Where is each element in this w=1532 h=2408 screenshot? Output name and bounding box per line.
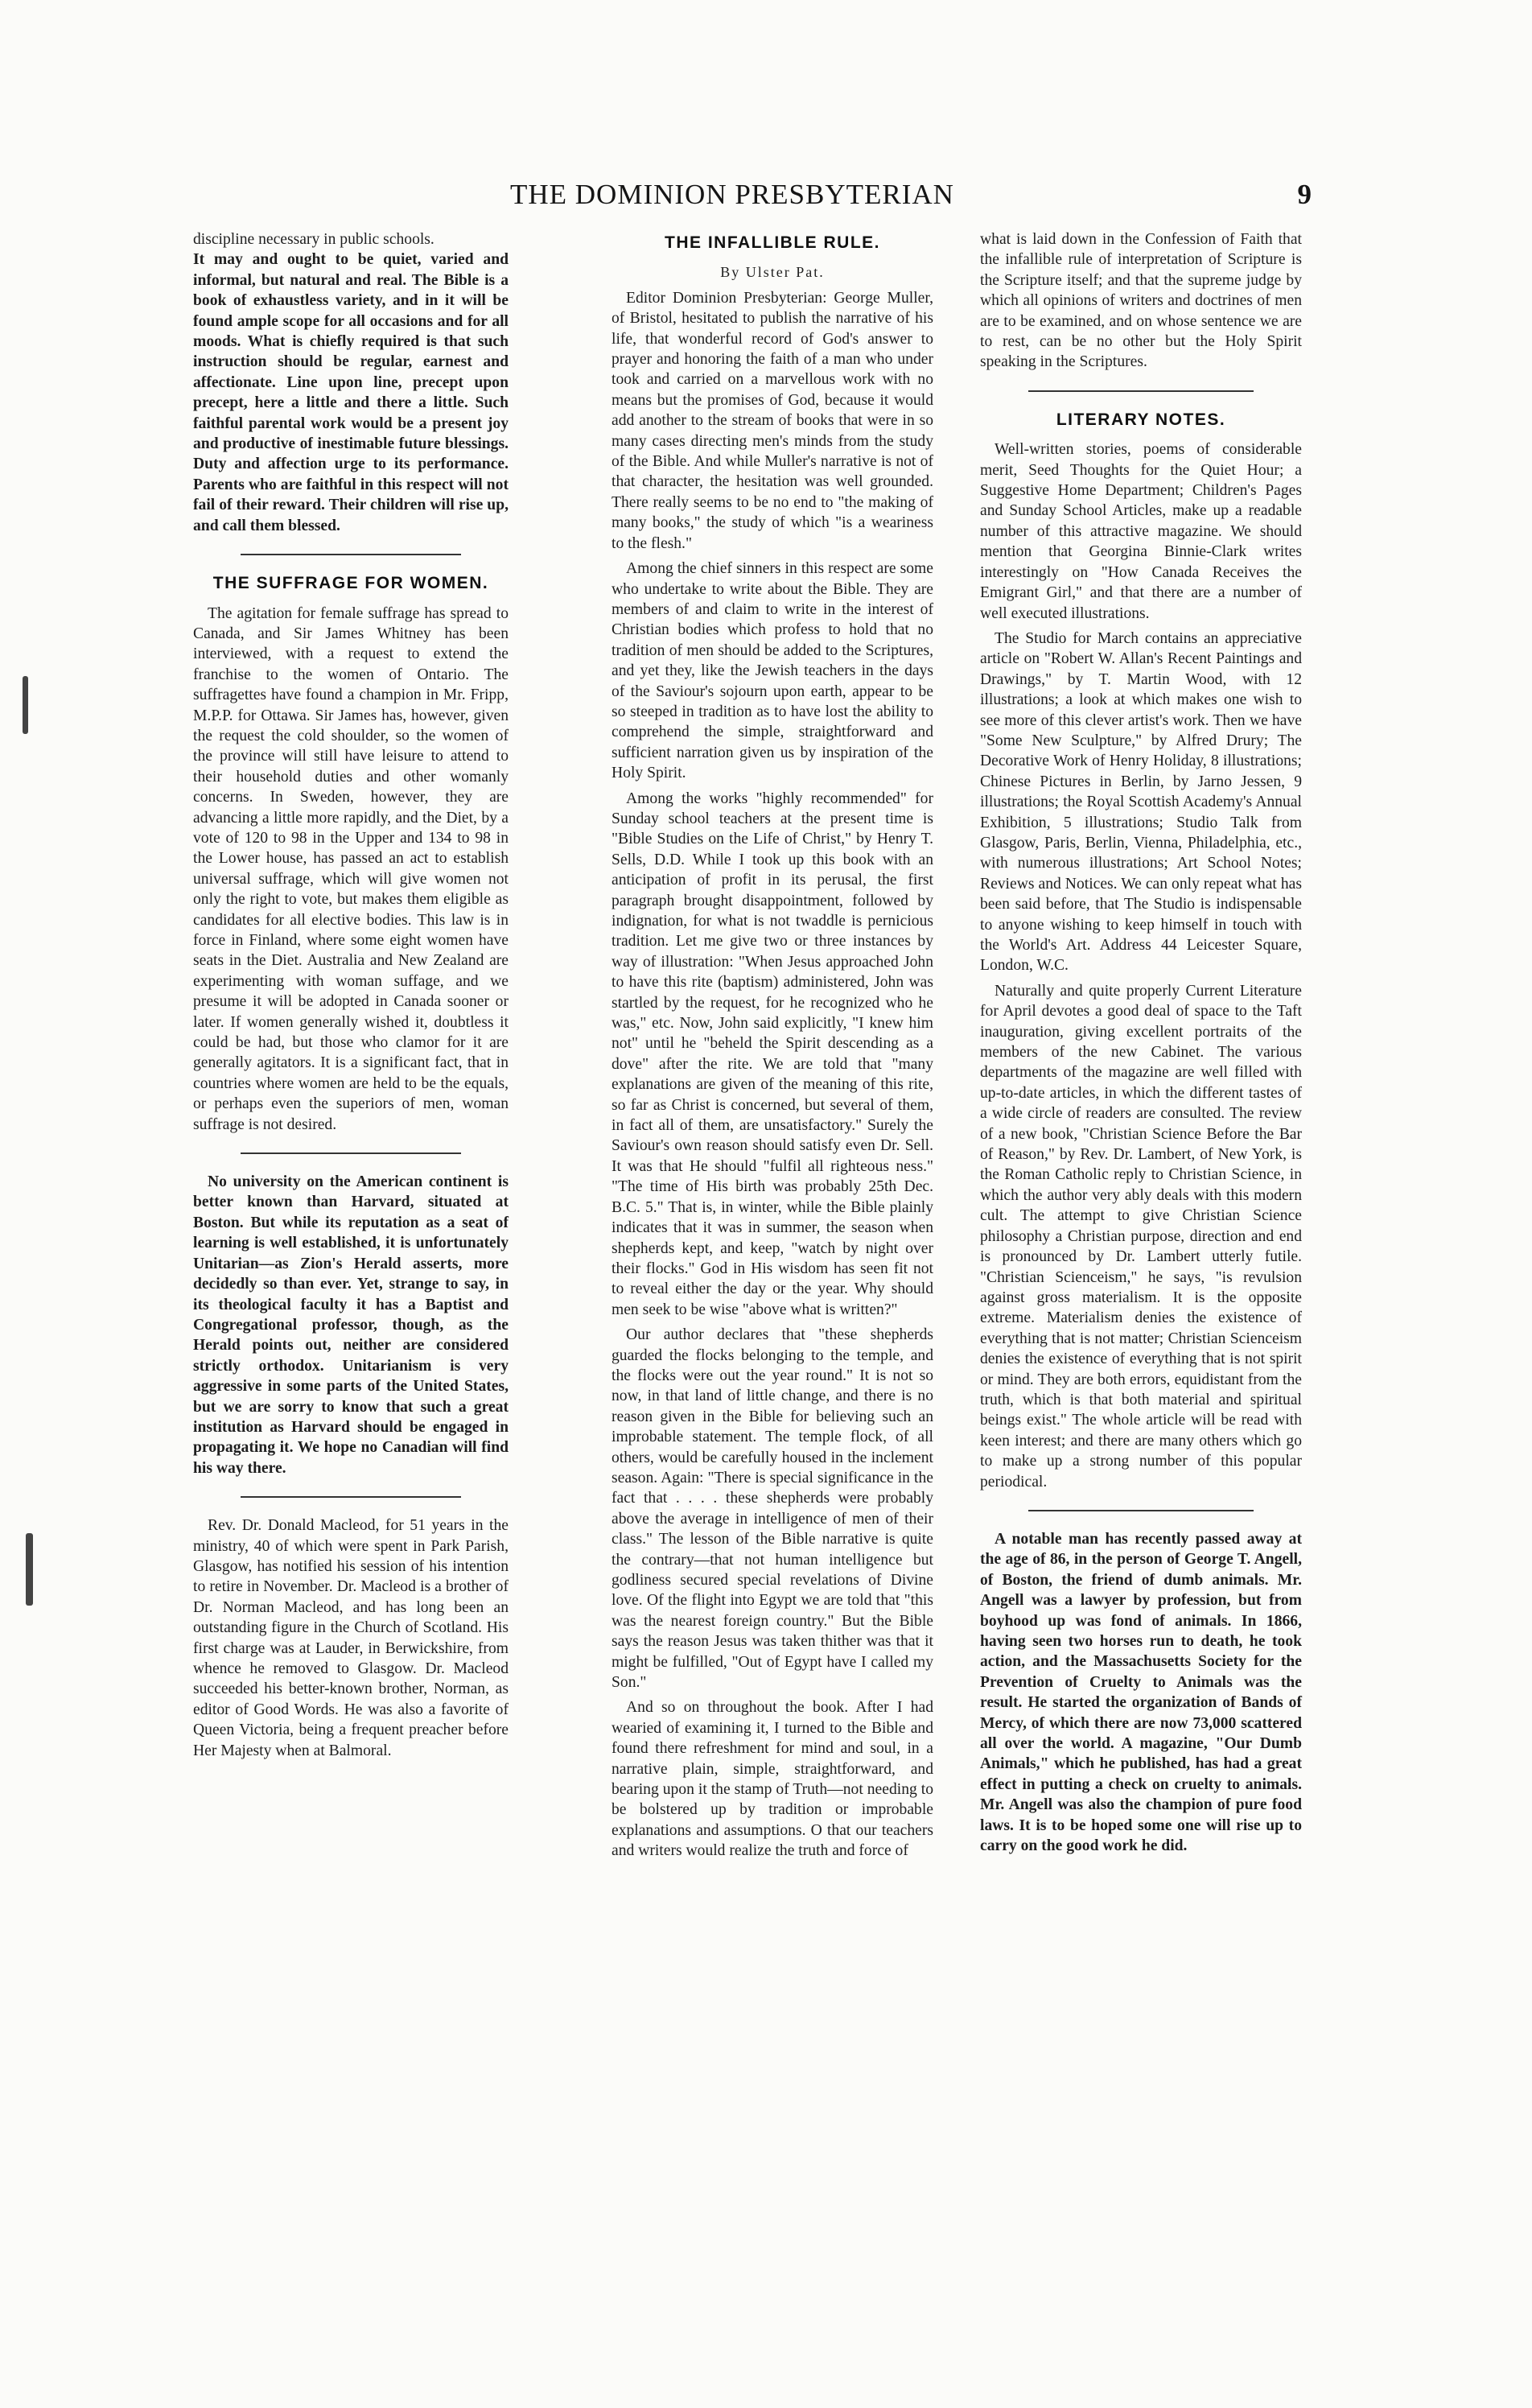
margin-mark-top — [23, 676, 28, 734]
section-divider — [241, 554, 461, 555]
suffrage-article: The agitation for female suffrage has spread to Canada, and Sir James Whitney has been interviewed, with a request to extend the franchise to the women of Ontario. The suffragettes have found a champion in Mr. Fripp, M.P.P. for Ottawa. Sir James has, however, given the request the cold shoulder, so the women of the province will still have leisure to attend to their household duties and other womanly concerns. In Sweden, however, they are advancing a little more rapidly, and the Diet, by a vote of 120 to 98 in the Upper and 134 to 98 in the Lower house, has passed an act to establish universal suffrage, which will give women not only the right to vote, but makes them eligible as candidates for all elective bodies. This law is in force in Finland, where some eight women have seats in the Diet. Australia and New Zealand are experimenting with woman suffage, and we presume it will be adopted in Canada sooner or later. If women generally wished it, doubtless it could be had, but those who clamor for it are generally agitators. It is a significant fact, that in countries where women are held to be the equals, or perhaps even the superiors of men, woman suffrage is not desired. — [193, 604, 509, 1133]
infallible-paragraph-2: Among the chief sinners in this respect are some who undertake to write about the Bible. They are members of and claim to write in the interest of Christian bodies which profess to hold that no tradition of men should be added to the Scriptures, and yet they, like the Jewish teachers in the days of the Saviour's sojourn upon earth, appear to be so steeped in tradition as to have lost the ability to comprehend the simple, straightforward and sufficient narration given us by inspiration of the Holy Spirit. — [612, 560, 933, 782]
discipline-line: discipline necessary in public schools. — [193, 231, 434, 248]
page-number: 9 — [1297, 179, 1312, 210]
running-head — [193, 179, 1400, 227]
column-left — [193, 229, 509, 1766]
section-divider — [1028, 390, 1254, 392]
section-divider — [1028, 1510, 1254, 1511]
infallible-paragraph-4: Our author declares that "these shepherds guarded the flocks belonging to the temple, and the flocks were out the year round." It is not so now, in that land of little change, and there is no reason given in the Bible for believing such an improbable statement. The temple flock, of all others, would be carefully housed in the inclement season. Again: "There is special significance in the fact that . . . . these shepherds were probably above the average in intelligence of men of their class." The lesson of the Bible narrative is quite the contrary—that not human intelligence but godliness secured special revelations of Divine love. Of the flight into Egypt we are told that "this was the nearest foreign country." But the Bible says the reason Jesus was taken thither was that it might be fulfilled, "Out of Egypt have I called my Son." — [612, 1326, 933, 1692]
margin-mark-bottom — [26, 1533, 33, 1606]
literary-paragraph-1: Well-written stories, poems of considerable merit, Seed Thoughts for the Quiet Hour; a Suggestive Home Department; Children's Pages and Sunday School Articles, make up a readable number of this attractive magazine. We should mention that Georgina Binnie-Clark writes interestingly on "How Canada Receives the Emigrant Girl," and that there are a number of well executed illustrations. — [980, 441, 1302, 622]
infallible-paragraph-5: And so on throughout the book. After I had wearied of examining it, I turned to the Bible and found there refreshment for mind and soul, in a narrative plain, simple, straightforward, and bearing upon it the stamp of Truth—not needing to be bolstered up by tradition or improbable explanations and assumptions. O that our teachers and writers would realize the truth and force of — [612, 1699, 933, 1860]
literary-notes-heading: LITERARY NOTES. — [1056, 410, 1226, 429]
infallible-continued: what is laid down in the Confession of Faith that the infallible rule of interpretation of Scripture is the Scripture itself; and that the supreme judge by which all opinions of writers and doctrines of men are to be examined, and on whose sentence we are to rest, can be no other but the Holy Spirit speaking in the Scriptures. — [980, 231, 1302, 371]
infallible-paragraph-3: Among the works "highly recommended" for Sunday school teachers at the present time is "Bible Studies on the Life of Christ," by Henry T. Sells, D.D. While I took up this book with an anticipation of profit in its perusal, the first paragraph brought disappointment, followed by indignation, for what is not twaddle is pernicious tradition. Let me give two or three instances by way of illustration: "When Jesus approached John to have this rite (baptism) administered, John was startled by the request, for he recognized who he was," etc. Now, John said explicitly, "I knew him not" until he "beheld the Spirit descending as a dove" after the rite. We are told that "many explanations are given of the meaning of this rite, so far as Christ is concerned, but several of them, in fact all of them, are unsatisfactory." Surely the Saviour's own reason should satisfy even Dr. Sell. It was that He should "fulfil all righteous ness." "The time of His birth was probably 25th Dec. B.C. 5." That is, in winter, while the Bible plainly indicates that it was in summer, the season when shepherds kept, and keep, "watch by night over their flocks." God in His wisdom has seen fit not to reveal either the day or the year. Why should men seek to be wise "above what is written?" — [612, 790, 933, 1318]
column-right — [980, 229, 1302, 1861]
column-middle — [612, 229, 933, 1866]
literary-paragraph-3: Naturally and quite properly Current Literature for April devotes a good deal of space to the Taft inauguration, giving excellent portraits of the members of the new Cabinet. The various departments of the magazine are well filled with up-to-date articles, in which the different tastes of a wide circle of readers are consulted. The review of a new book, "Christian Science Before the Bar of Reason," by Rev. Dr. Lambert, of New York, is the Roman Catholic reply to Christian Science, in which the author very ably deals with this modern cult. The attempt to give Christian Science philosophy a Christian purpose, direction and end is pronounced by Dr. Lambert utterly futile. "Christian Scienceism," he says, "is revulsion against gross materialism. It is the opposite extreme. Materialism denies the existence of everything that is not matter; Christian Scienceism denies the existence of everything that is not spirit or mind. They are both errors, equidistant from the truth, which is that both material and spiritual beings exist." The whole article will be read with keen interest; and there are many others which go to make up a strong number of this popular periodical. — [980, 982, 1302, 1491]
byline: By Ulster Pat. — [720, 264, 825, 281]
suffrage-heading: THE SUFFRAGE FOR WOMEN. — [212, 574, 489, 593]
literary-paragraph-2: The Studio for March contains an appreciative article on "Robert W. Allan's Recent Paintings and Drawings," by T. Martin Wood, with 12 illustrations; a look at which makes one wish to see more of this clever artist's work. Then we have "Some New Sculpture," by Alfred Drury; The Decorative Work of Henry Holiday, 8 illustrations; Chinese Pictures in Berlin, by Jarno Jessen, 9 illustrations; the Royal Scottish Academy's Annual Exhibition, 5 illustrations; Studio Talk from Glasgow, Paris, Berlin, Vienna, Philadelphia, etc., with numerous illustrations; Art School Notes; Reviews and Notices. We can only repeat what has been said before, that The Studio is indispensable to anyone wishing to keep himself in touch with the World's Art. Address 44 Leicester Square, London, W.C. — [980, 629, 1302, 975]
bible-instruction-paragraph: It may and ought to be quiet, varied and informal, but natural and real. The Bible is a book of exhaustless variety, and in it will be found ample scope for all occasions and for all moods. What is chiefly required is that such instruction should be regular, earnest and affectionate. Line upon line, precept upon precept, here a little and there a little. Such faithful parental work would be a present joy and productive of inestimable future blessings. Duty and affection urge to its performance. Parents who are faithful in this respect will not fail of their reward. Their children will rise up, and call them blessed. — [193, 251, 509, 534]
harvard-article: No university on the American continent is better known than Harvard, situated at Boston. But while its reputation as a seat of learning is well established, it is unfortunately Unitarian—as Zion's Herald asserts, more decidedly so than ever. Yet, strange to say, in its theological faculty it has a Baptist and Congregational professor, though, as the Herald points out, neither are considered strictly orthodox. Unitarianism is very aggressive in some parts of the United States, but we are sorry to know that such a great institution as Harvard should be engaged in propagating it. We hope no Canadian will find his way there. — [193, 1173, 509, 1477]
section-divider — [241, 1496, 461, 1498]
infallible-rule-heading: THE INFALLIBLE RULE. — [665, 233, 880, 252]
section-divider — [241, 1152, 461, 1154]
macleod-article: Rev. Dr. Donald Macleod, for 51 years in the ministry, 40 of which were spent in Park Parish, Glasgow, has notified his session of his intention to retire in November. Dr. Macleod is a brother of Dr. Norman Macleod, and has long been an outstanding figure in the Church of Scotland. His first charge was at Lauder, in Berwickshire, from whence he removed to Glasgow. Dr. Macleod succeeded his better-known brother, Norman, as editor of Good Words. He was also a favorite of Queen Victoria, being a frequent preacher before Her Majesty when at Balmoral. — [193, 1517, 509, 1759]
angell-article: A notable man has recently passed away at the age of 86, in the person of George T. Angell, of Boston, the friend of dumb animals. Mr. Angell was a lawyer by profession, but from boyhood up was fond of animals. In 1866, having seen two horses run to death, he took action, and the Massachusetts Society for the Prevention of Cruelty to Animals was the result. He started the organization of Bands of Mercy, of which there are now 73,000 scattered all over the world. A magazine, "Our Dumb Animals," which he published, has had a great effect in putting a check on cruelty to animals. Mr. Angell was also the champion of pure food laws. It is to be hoped some one will rise up to carry on the good work he did. — [980, 1530, 1302, 1855]
running-title: THE DOMINION PRESBYTERIAN — [510, 179, 954, 210]
infallible-paragraph-1: Editor Dominion Presbyterian: George Muller, of Bristol, hesitated to publish the narrative of his life, that wonderful record of God's answer to prayer and honoring the faith of a man who under took and carried on a marvellous work with no means but the promises of God, because it would add another to the stream of books that were in so many cases directing men's minds from the study of the Bible. And while Muller's narrative is not of that character, the hesitation was well grounded. There really seems to be no end to "the making of many books," the study of which "is a weariness to the flesh." — [612, 289, 933, 552]
